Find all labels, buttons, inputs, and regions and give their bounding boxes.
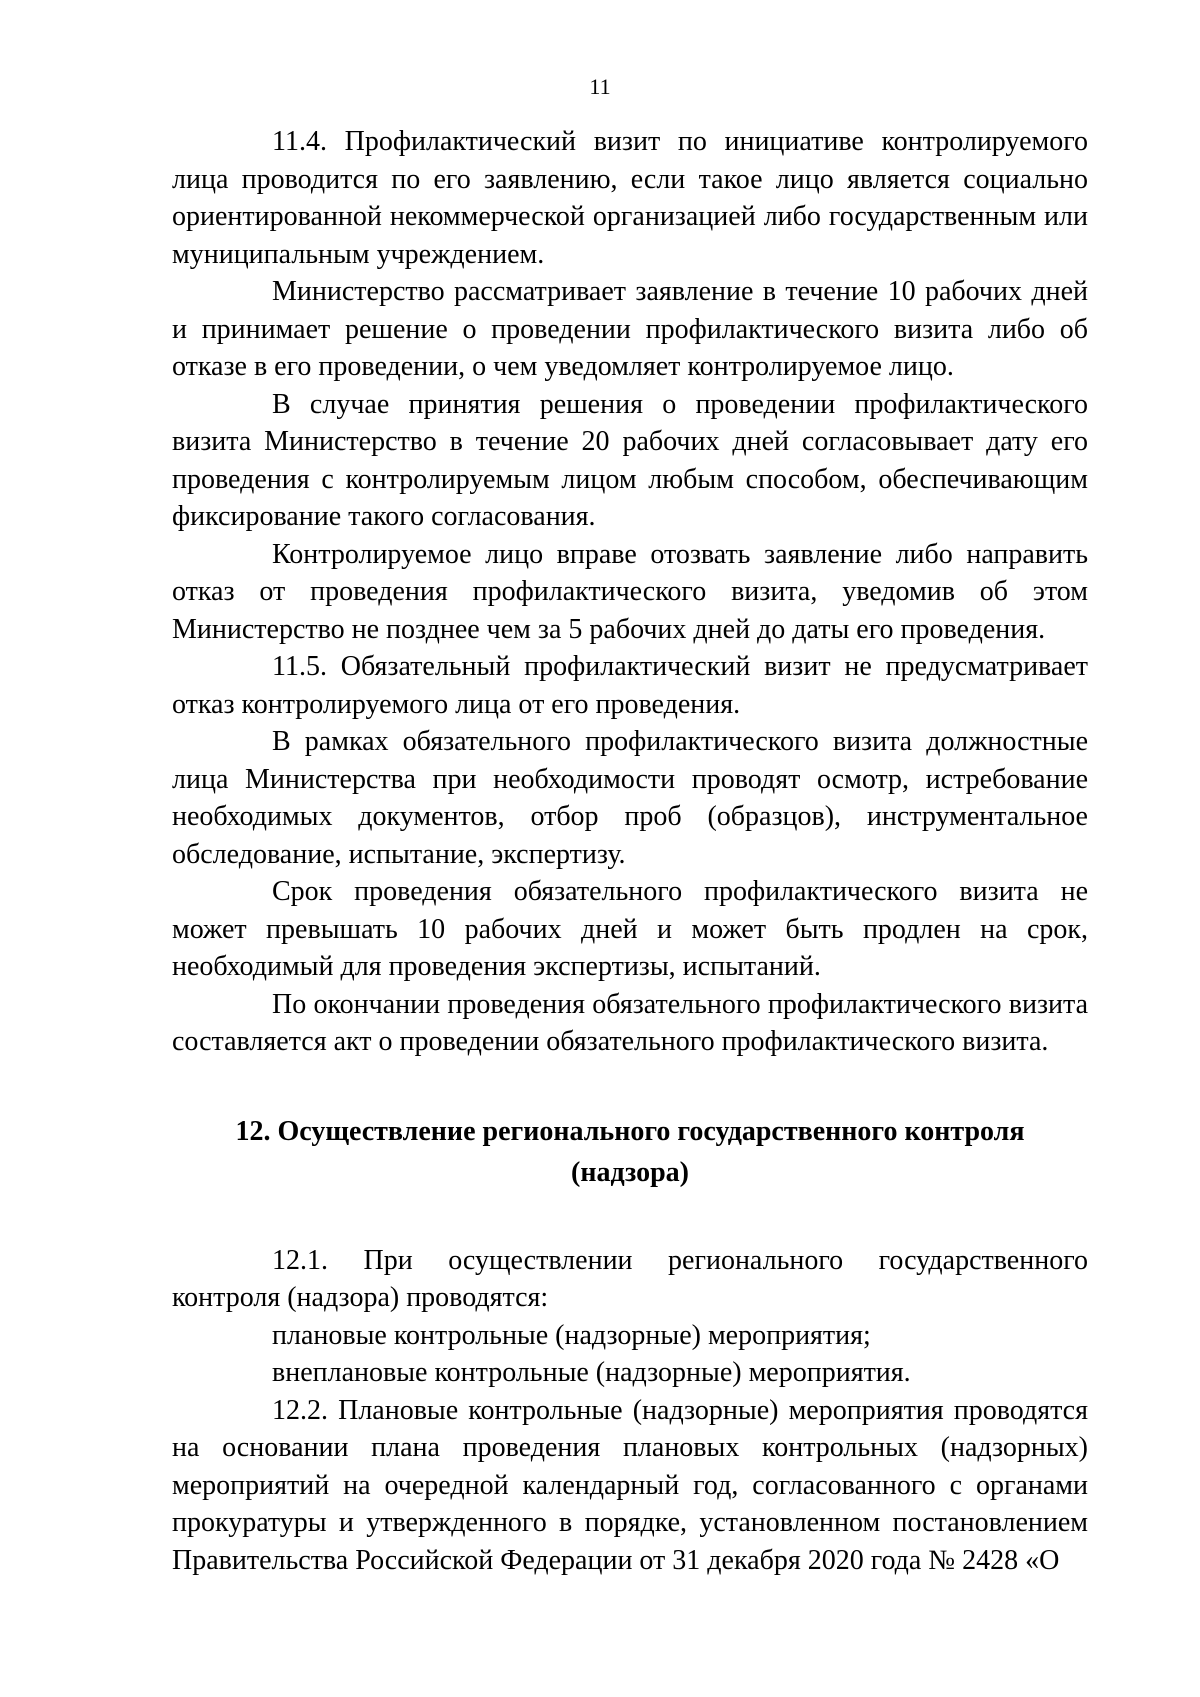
paragraph-12-2: 12.2. Плановые контрольные (надзорные) мероприятия проводятся на основании плана проведения плановых контрольных (надзорных) мероприятий на очередной календарный год, согласованного с органами прокуратуры и утвержденного в порядке, установленном постановлением Правительства Российской Федерации от 31 декабря 2020 года № 2428 «О: [172, 1394, 1088, 1576]
section-heading-line2: (надзора): [571, 1156, 689, 1188]
list-item-planned: плановые контрольные (надзорные) мероприятия;: [272, 1319, 871, 1351]
section-heading-line1: 12. Осуществление регионального государственного контроля: [235, 1115, 1025, 1147]
paragraph-visit-duration: Срок проведения обязательного профилактического визита не может превышать 10 рабочих дней и может быть продлен на срок, необходимый для проведения экспертизы, испытаний.: [172, 876, 1088, 982]
paragraph-withdrawal: Контролируемое лицо вправе отозвать заявление либо направить отказ от проведения профилактического визита, уведомив об этом Министерство не позднее чем за 5 рабочих дней до даты его проведения.: [172, 538, 1088, 645]
paragraph-mandatory-visit-actions: В рамках обязательного профилактического визита должностные лица Министерства при необходимости проводят осмотр, истребование необходимых документов, отбор проб (образцов), инструментальное обследование, испытание, экспертизу.: [172, 726, 1088, 870]
document-body: [172, 123, 1088, 1579]
paragraph-11-5: 11.5. Обязательный профилактический визит не предусматривает отказ контролируемого лица от его проведения.: [172, 651, 1088, 720]
page-number: 11: [589, 74, 611, 99]
paragraph-date-agreement: В случае принятия решения о проведении профилактического визита Министерство в течение 20 рабочих дней согласовывает дату его проведения с контролируемым лицом любым способом, обеспечивающим фиксирование такого согласования.: [172, 388, 1088, 532]
section-heading-12: [172, 1111, 1088, 1193]
paragraph-12-1: 12.1. При осуществлении регионального государственного контроля (надзора) проводятся:: [172, 1244, 1088, 1313]
paragraph-ministry-review: Министерство рассматривает заявление в течение 10 рабочих дней и принимает решение о проведении профилактического визита либо об отказе в его проведении, о чем уведомляет контролируемое лицо.: [172, 276, 1088, 382]
list-item-unplanned: внеплановые контрольные (надзорные) мероприятия.: [272, 1357, 911, 1388]
paragraph-11-4: 11.4. Профилактический визит по инициативе контролируемого лица проводится по его заявлению, если такое лицо является социально ориентированной некоммерческой организацией либо государственным или муниципальным учреждением.: [172, 126, 1088, 270]
paragraph-visit-act: По окончании проведения обязательного профилактического визита составляется акт о проведении обязательного профилактического визита.: [172, 988, 1088, 1057]
